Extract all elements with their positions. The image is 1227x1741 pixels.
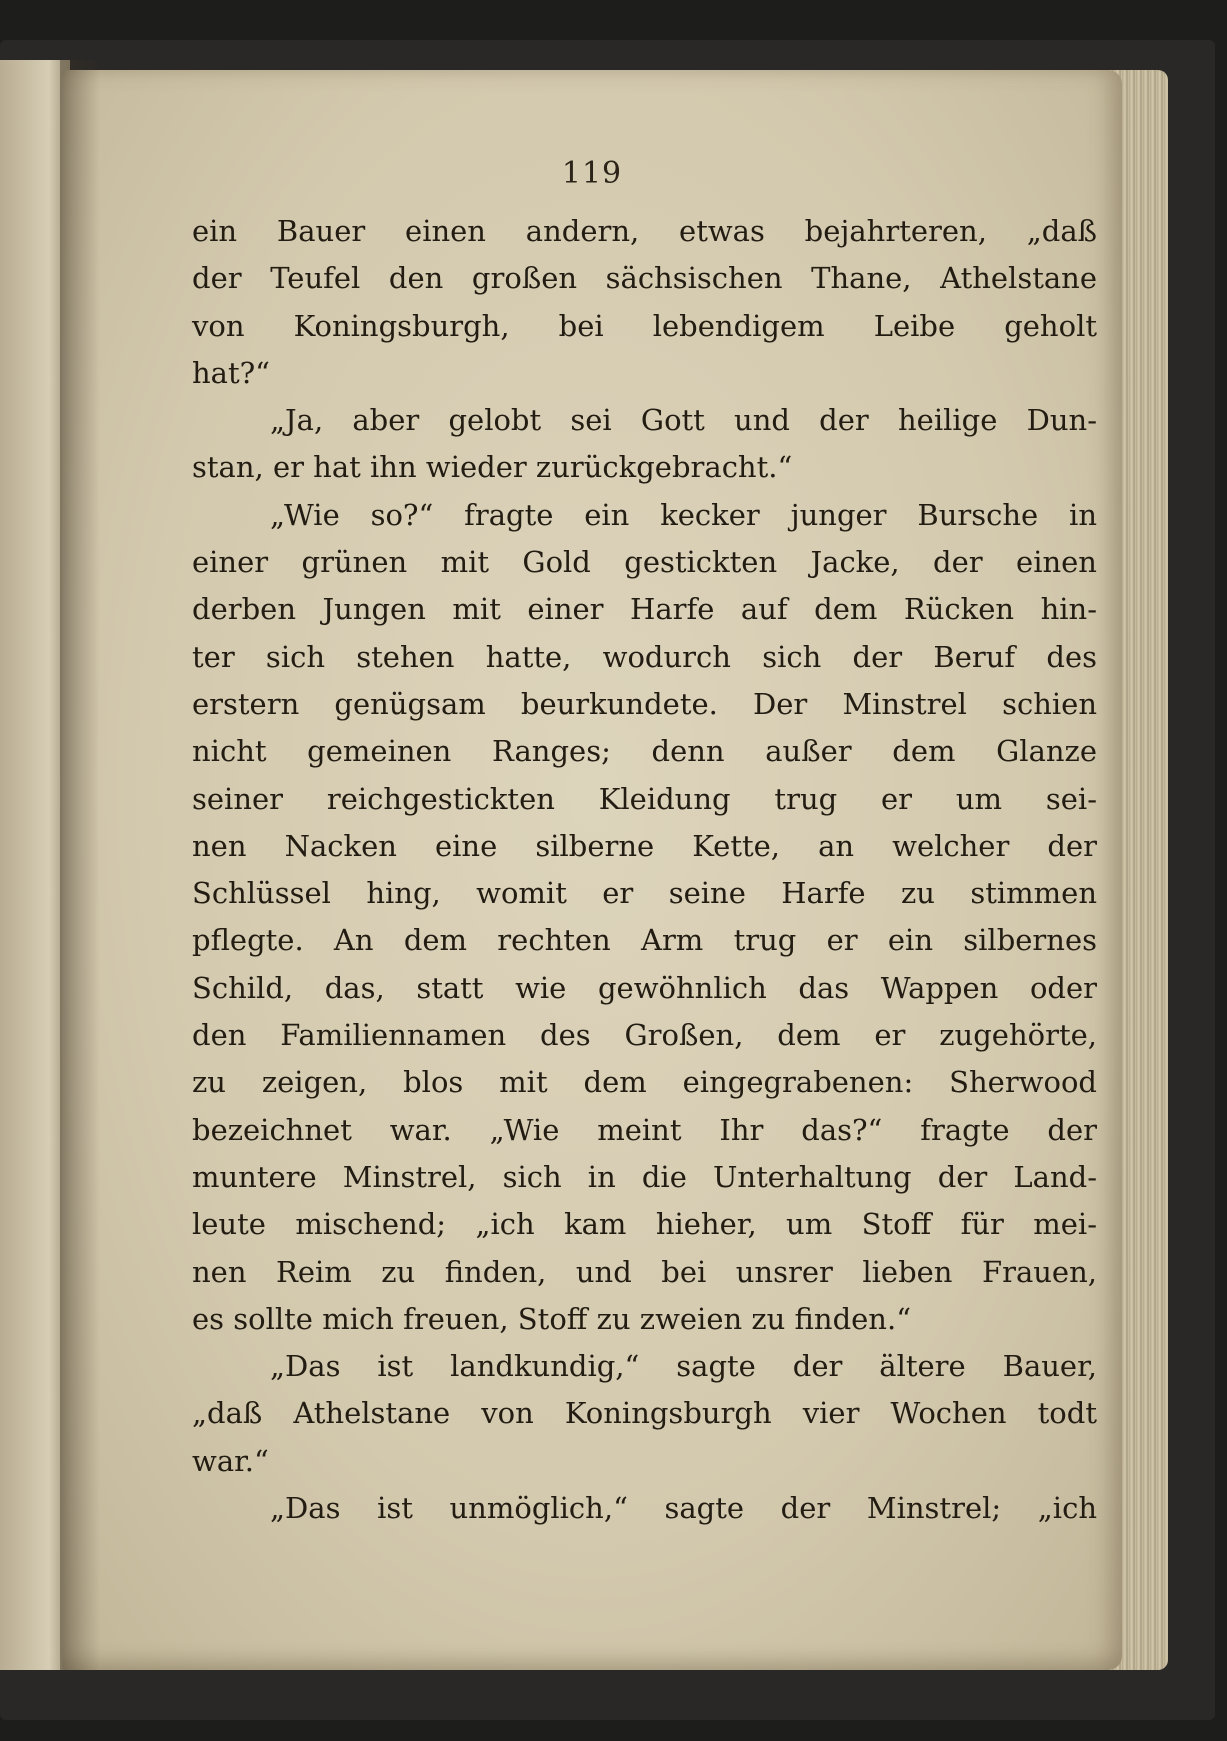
page-number: 119 (561, 156, 623, 191)
text-line: es sollte mich freuen, Stoff zu zweien zu finden.“ (192, 1301, 912, 1336)
text-line: von Koningsburgh, bei lebendigem Leibe geholt (192, 308, 1097, 343)
text-line: „Das ist landkundig,“ sagte der ältere Bauer, (270, 1349, 1097, 1384)
text-line: seiner reichgestickten Kleidung trug er um sei- (192, 781, 1097, 816)
text-line: „Wie so?“ fragte ein kecker junger Bursche in (270, 497, 1097, 532)
text-line: nen Reim zu finden, und bei unsrer lieben Frauen, (192, 1254, 1097, 1289)
text-line: zu zeigen, blos mit dem eingegrabenen: Sherwood (192, 1065, 1097, 1100)
text-line: einer grünen mit Gold gestickten Jacke, der einen (192, 545, 1097, 580)
text-line: den Familiennamen des Großen, dem er zugehörte, (192, 1018, 1097, 1053)
text-line: Schlüssel hing, womit er seine Harfe zu stimmen (192, 876, 1097, 911)
text-line: Schild, das, statt wie gewöhnlich das Wappen oder (192, 970, 1097, 1005)
text-line: stan, er hat ihn wieder zurückgebracht.“ (192, 450, 793, 485)
text-line: nen Nacken eine silberne Kette, an welcher der (192, 828, 1097, 863)
text-line: pflegte. An dem rechten Arm trug er ein silbernes (192, 923, 1097, 958)
text-line: „Das ist unmöglich,“ sagte der Minstrel; „ich (270, 1491, 1097, 1526)
text-line: muntere Minstrel, sich in die Unterhaltung der Land- (192, 1159, 1097, 1194)
text-line: erstern genügsam beurkundete. Der Minstrel schien (192, 686, 1097, 721)
text-line: ter sich stehen hatte, wodurch sich der Beruf des (192, 639, 1097, 674)
body-text (192, 208, 1097, 1532)
text-line: nicht gemeinen Ranges; denn außer dem Glanze (192, 734, 1097, 769)
spine-shadow (60, 60, 100, 1670)
text-line: leute mischend; „ich kam hieher, um Stoff für mei- (192, 1207, 1097, 1242)
text-line: bezeichnet war. „Wie meint Ihr das?“ fragte der (192, 1112, 1097, 1147)
text-line: ein Bauer einen andern, etwas bejahrteren, „daß (192, 214, 1097, 248)
text-line: „Ja, aber gelobt sei Gott und der heilige Dun- (270, 403, 1097, 438)
book-page (62, 70, 1122, 1670)
text-line: derben Jungen mit einer Harfe auf dem Rücken hin- (192, 592, 1097, 627)
text-line: war.“ (192, 1443, 269, 1478)
text-line: „daß Athelstane von Koningsburgh vier Wochen todt (192, 1396, 1097, 1431)
text-line: der Teufel den großen sächsischen Thane, Athelstane (192, 261, 1097, 296)
text-line: hat?“ (192, 355, 270, 390)
